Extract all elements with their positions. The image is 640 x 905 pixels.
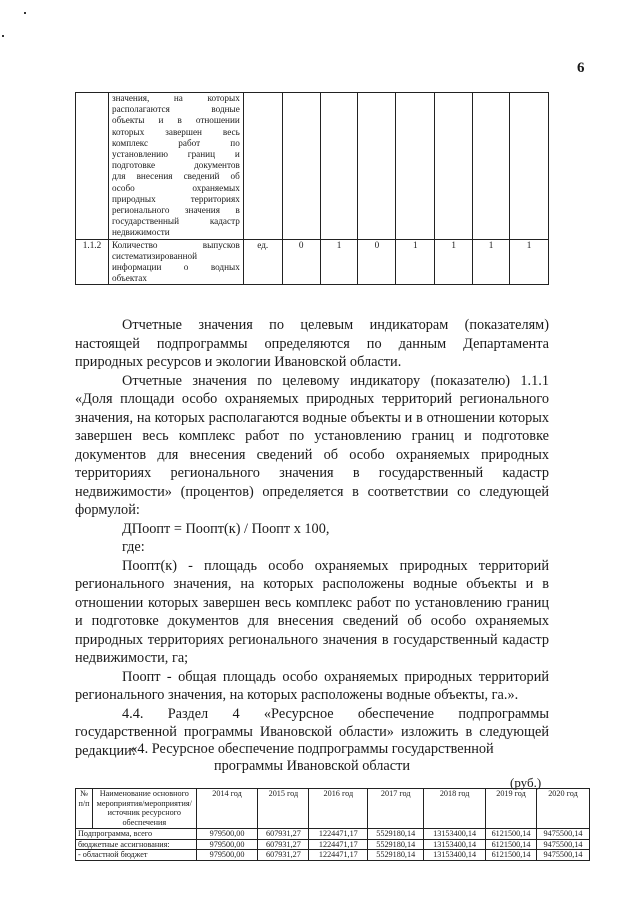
header-year: 2014 год: [196, 789, 258, 829]
header-name: Наименование основного мероприятия/мероприятия/ источник ресурсного обеспечения: [92, 789, 196, 829]
table-row: [76, 93, 549, 240]
scan-speck: [2, 35, 4, 37]
indicator-table: [75, 92, 549, 285]
value-cell: 9475500,14: [537, 850, 590, 861]
row-label: - областной бюджет: [76, 850, 197, 861]
value-cell: 6121500,14: [486, 839, 537, 850]
value-cell: [435, 93, 473, 240]
header-year: 2016 год: [309, 789, 368, 829]
value-cell: 5529180,14: [368, 850, 424, 861]
value-cell: 9475500,14: [537, 829, 590, 840]
value-cell: 607931,27: [258, 850, 309, 861]
value-cell: 1224471,17: [309, 850, 368, 861]
table-row: [76, 839, 590, 850]
paragraph: 4.4. Раздел 4 «Ресурсное обеспечение подпрограммы государственной программы Ивановской области» изложить в следующей редакции:: [75, 705, 549, 759]
table-row: [76, 850, 590, 861]
value-cell: 1224471,17: [309, 829, 368, 840]
section-title: «4. Ресурсное обеспечение подпрограммы государственной программы Ивановской области: [130, 741, 494, 774]
value-cell: 1: [473, 239, 510, 285]
indicator-name: значения, на которых располагаются водные объекты и в отношении которых завершен весь комплекс работ по установлению границ и подготовке документов для внесения сведений об особо охраняемых природных территориях регионального значения в государственный кадастр недвижимости: [108, 93, 243, 240]
header-year: 2019 год: [486, 789, 537, 829]
header-year: 2015 год: [258, 789, 309, 829]
table-row: [76, 239, 549, 285]
value-cell: 5529180,14: [368, 839, 424, 850]
value-cell: 6121500,14: [486, 829, 537, 840]
value-cell: 13153400,14: [424, 829, 486, 840]
value-cell: [473, 93, 510, 240]
header-num: № п/п: [76, 789, 93, 829]
value-cell: 13153400,14: [424, 850, 486, 861]
value-cell: 0: [358, 239, 396, 285]
row-number: 1.1.2: [76, 239, 109, 285]
value-cell: 979500,00: [196, 850, 258, 861]
unit-label: (руб.): [510, 775, 542, 790]
scan-speck: [24, 12, 26, 14]
indicator-name: Количество выпусков систематизированной информации о водных объектах: [108, 239, 243, 285]
paragraph: Отчетные значения по целевым индикаторам (показателям) настоящей подпрограммы определяются по данным Департамента природных ресурсов и экологии Ивановской области.: [75, 317, 549, 370]
paragraph: Поопт - общая площадь особо охраняемых природных территорий регионального значения, на которых расположены водные объекты, га.».: [75, 668, 549, 703]
row-label: Подпрограмма, всего: [76, 829, 197, 840]
value-cell: 5529180,14: [368, 829, 424, 840]
value-cell: 607931,27: [258, 829, 309, 840]
value-cell: 0: [282, 239, 320, 285]
value-cell: 1: [435, 239, 473, 285]
resource-table: [75, 788, 590, 861]
formula: ДПоопт = Поопт(к) / Поопт x 100,: [122, 520, 330, 537]
body-text: [75, 316, 549, 760]
value-cell: [282, 93, 320, 240]
value-cell: 607931,27: [258, 839, 309, 850]
paragraph: Отчетные значения по целевому индикатору (показателю) 1.1.1 «Доля площади особо охраняемых природных территорий регионального значения, на которых располагаются водные объекты и в отношении которых завершен весь комплекс работ по установлению границ и подготовке документов для внесения сведений об особо охраняемых природных территориях регионального значения в государственный кадастр недвижимости» (процентов) определяется в соответствии со следующей формулой:: [75, 372, 549, 518]
unit-cell: ед.: [243, 239, 282, 285]
paragraph: Поопт(к) - площадь особо охраняемых природных территорий регионального значения, на которых расположены водные объекты и в отношении которых завершен весь комплекс работ по установлению границ и подготовке документов для внесения сведений об особо охраняемых природных территориях регионального значения в государственный кадастр недвижимости, га;: [75, 557, 549, 666]
value-cell: 979500,00: [196, 839, 258, 850]
where-label: где:: [122, 539, 145, 555]
value-cell: 1: [396, 239, 435, 285]
header-row: [76, 789, 590, 829]
page-number: 6: [577, 60, 585, 76]
row-label: бюджетные ассигнования:: [76, 839, 197, 850]
value-cell: 1: [320, 239, 358, 285]
value-cell: 13153400,14: [424, 839, 486, 850]
header-year: 2018 год: [424, 789, 486, 829]
value-cell: 979500,00: [196, 829, 258, 840]
row-number: [76, 93, 109, 240]
value-cell: 1224471,17: [309, 839, 368, 850]
table-row: [76, 829, 590, 840]
value-cell: 9475500,14: [537, 839, 590, 850]
header-year: 2017 год: [368, 789, 424, 829]
header-year: 2020 год: [537, 789, 590, 829]
value-cell: 6121500,14: [486, 850, 537, 861]
value-cell: [320, 93, 358, 240]
value-cell: 1: [510, 239, 549, 285]
value-cell: [510, 93, 549, 240]
value-cell: [396, 93, 435, 240]
unit-cell: [243, 93, 282, 240]
value-cell: [358, 93, 396, 240]
